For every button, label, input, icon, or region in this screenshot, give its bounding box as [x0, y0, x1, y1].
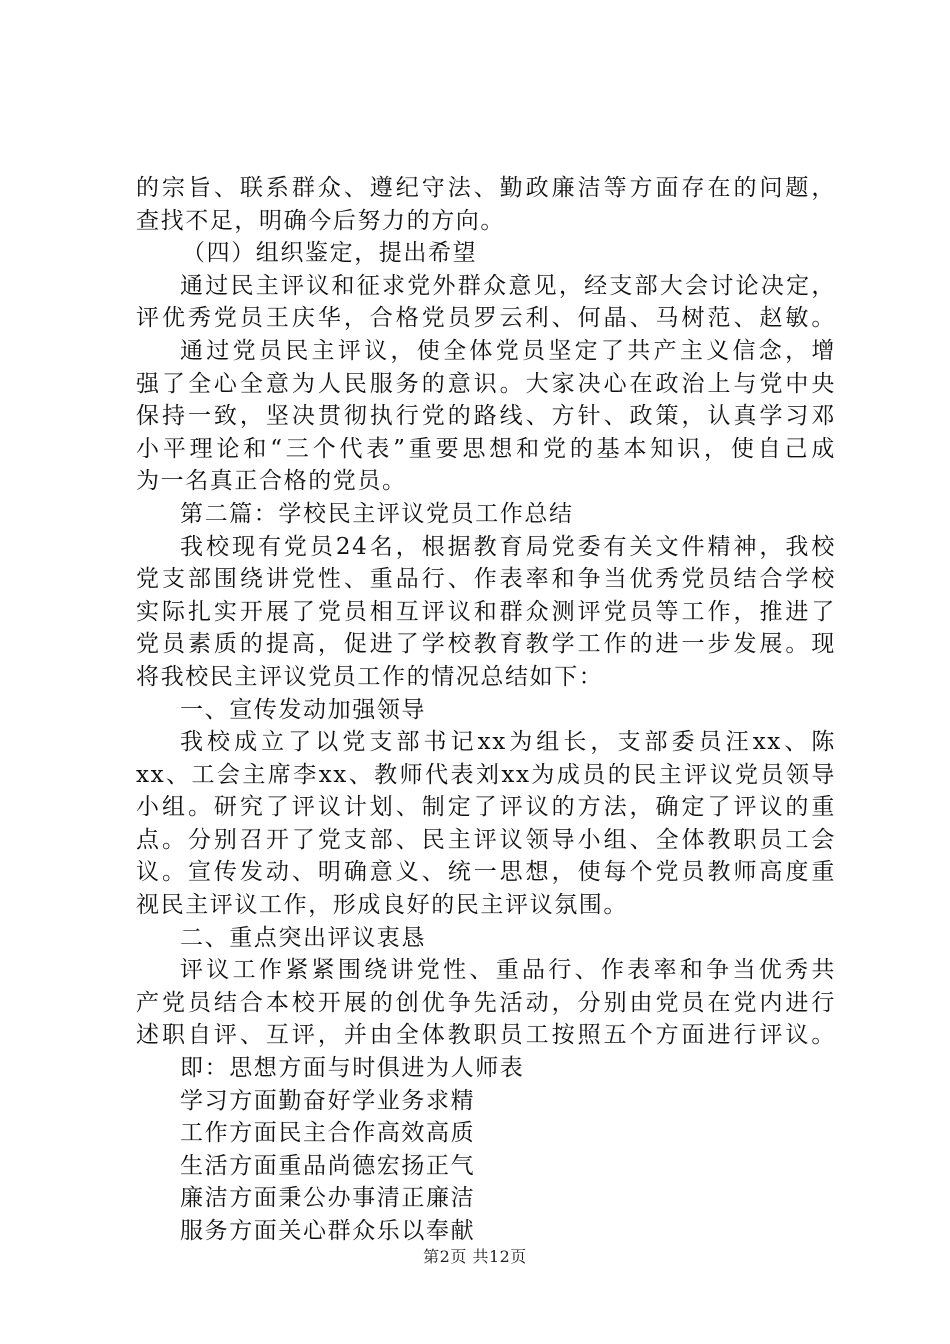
text-line: 将我校民主评议党员工作的情况总结如下：	[136, 663, 604, 690]
text-line: 党支部围绕讲党性、重品行、作表率和争当优秀党员结合学校	[136, 566, 836, 593]
list-item: 生活方面重品尚德宏扬正气	[180, 1152, 476, 1179]
text-line: 议。宣传发动、明确意义、统一思想，使每个党员教师高度重	[136, 859, 836, 886]
text-line: 我校现有党员24名，根据教育局党委有关文件精神，我校	[180, 533, 836, 560]
text-line: 产党员结合本校开展的创优争先活动，分别由党员在党内进行	[136, 989, 836, 1016]
text-line: 为一名真正合格的党员。	[136, 468, 407, 495]
text-line: 的宗旨、联系群众、遵纪守法、勤政廉洁等方面存在的问题，	[136, 175, 836, 201]
text-line: 小组。研究了评议计划、制定了评议的方法，确定了评议的重	[136, 794, 836, 821]
section-heading: 一、宣传发动加强领导	[180, 696, 426, 723]
section-heading: （四）组织鉴定，提出希望	[182, 240, 478, 267]
text-line: 视民主评议工作，形成良好的民主评议氛围。	[136, 892, 628, 919]
document-body	[136, 172, 836, 1248]
text-line: 党员素质的提高，促进了学校教育教学工作的进一步发展。现	[136, 631, 836, 658]
section-heading: 二、重点突出评议衷恳	[180, 924, 426, 951]
list-item: 廉洁方面秉公办事清正廉洁	[180, 1185, 476, 1212]
text-line: 述职自评、互评，并由全体教职员工按照五个方面进行评议。	[136, 1022, 836, 1049]
text-line: 通过民主评议和征求党外群众意见，经支部大会讨论决定，	[180, 272, 836, 299]
list-item: 学习方面勤奋好学业务求精	[180, 1087, 476, 1114]
list-item: 即：思想方面与时俱进为人师表	[180, 1055, 525, 1082]
text-line: 实际扎实开展了党员相互评议和群众测评党员等工作，推进了	[136, 598, 836, 625]
list-item: 工作方面民主合作高效高质	[180, 1120, 476, 1147]
text-line: 查找不足，明确今后努力的方向。	[136, 207, 505, 234]
text-line: 评议工作紧紧围绕讲党性、重品行、作表率和争当优秀共	[180, 957, 836, 984]
article-title: 第二篇：学校民主评议党员工作总结	[180, 500, 574, 527]
page-number: 第2页 共12页	[423, 1247, 527, 1266]
text-line: 小平理论和“三个代表”重要思想和党的基本知识，使自己成	[136, 435, 836, 462]
text-line: 强了全心全意为人民服务的意识。大家决心在政治上与党中央	[136, 370, 836, 397]
text-line: 点。分别召开了党支部、民主评议领导小组、全体教职员工会	[136, 826, 836, 853]
text-line: xx、工会主席李xx、教师代表刘xx为成员的民主评议党员领导	[136, 761, 836, 788]
text-line: 保持一致，坚决贯彻执行党的路线、方针、政策，认真学习邓	[136, 403, 836, 430]
text-line: 评优秀党员王庆华，合格党员罗云利、何晶、马树范、赵敏。	[136, 305, 836, 332]
text-line: 通过党员民主评议，使全体党员坚定了共产主义信念，增	[180, 337, 836, 364]
list-item: 服务方面关心群众乐以奉献	[180, 1218, 476, 1244]
text-line: 我校成立了以党支部书记xx为组长，支部委员汪xx、陈	[180, 729, 836, 756]
